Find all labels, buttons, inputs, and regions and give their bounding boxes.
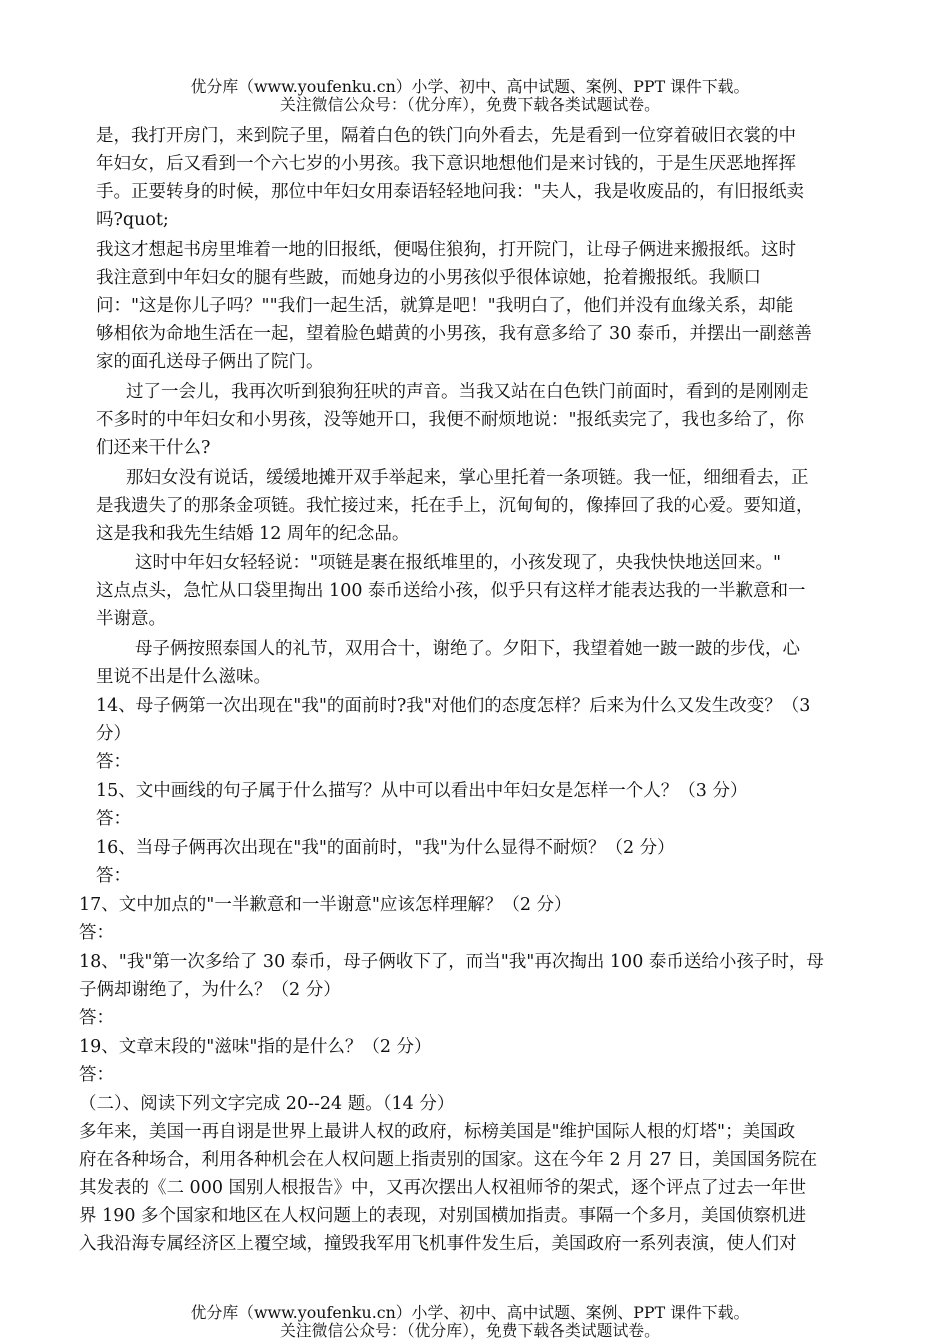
story-line: 吗?quot; xyxy=(96,210,169,230)
answer-label: 答： xyxy=(96,809,131,829)
story-line: 这是我和我先生结婚 12 周年的纪念品。 xyxy=(96,524,410,544)
section-2-line: 多年来，美国一再自诩是世界上最讲人权的政府，标榜美国是"维护国际人根的灯塔"；美国政 xyxy=(79,1122,796,1142)
header-line-1: 优分库（www.youfenku.cn）小学、初中、高中试题、案例、PPT 课件下载。 xyxy=(190,77,750,96)
header-line-2: 关注微信公众号：（优分库），免费下载各类试题试卷。 xyxy=(280,95,660,114)
page-footer xyxy=(0,1304,950,1340)
story-line: 问："这是你儿子吗？""我们一起生活，就算是吧！"我明白了，他们并没有血缘关系，却能 xyxy=(96,296,794,316)
answer-label: 答： xyxy=(96,752,131,772)
story-line: 半谢意。 xyxy=(96,609,166,629)
answer-label: 答： xyxy=(96,866,131,886)
story-line: 这时中年妇女轻轻说："项链是裹在报纸堆里的，小孩发现了，央我快快地送回来。" xyxy=(135,553,782,573)
story-line: 这点点头，急忙从口袋里掏出 100 泰币送给小孩，似乎只有这样才能表达我的一半歉意和一 xyxy=(96,581,806,601)
section-2-title: （二）、阅读下列文字完成 20--24 题。（14 分） xyxy=(79,1094,455,1114)
section-2-line: 府在各种场合，利用各种机会在人权问题上指责别的国家。这在今年 2 月 27 日，美国国务院在 xyxy=(79,1150,818,1170)
question-19: 19、文章末段的"滋味"指的是什么？（2 分） xyxy=(79,1037,432,1057)
section-2-line: 其发表的《二 000 国别人根报告》中，又再次摆出人权祖师爷的架式，逐个评点了过去一年世 xyxy=(79,1178,807,1198)
story-line: 够相依为命地生活在一起，望着脸色蜡黄的小男孩，我有意多给了 30 泰币，并摆出一副慈善 xyxy=(96,324,812,344)
footer-line-2: 关注微信公众号：（优分库），免费下载各类试题试卷。 xyxy=(280,1321,660,1340)
section-2-line: 界 190 多个国家和地区在人权问题上的表现，对别国横加指责。事隔一个多月，美国侦察机进 xyxy=(79,1206,807,1226)
answer-label: 答： xyxy=(79,1065,114,1085)
question-14-cont: 分） xyxy=(96,724,131,744)
question-14: 14、母子俩第一次出现在"我"的面前时?我"对他们的态度怎样？后来为什么又发生改变？（3 xyxy=(96,696,811,716)
story-line: 是我遗失了的那条金项链。我忙接过来，托在手上，沉甸甸的，像捧回了我的心爱。要知道， xyxy=(96,496,814,516)
story-line: 家的面孔送母子俩出了院门。 xyxy=(96,352,324,372)
story-line: 我注意到中年妇女的腿有些跛，而她身边的小男孩似乎很体谅她，抢着搬报纸。我顺口 xyxy=(96,268,761,288)
answer-label: 答： xyxy=(79,1008,114,1028)
story-line: 母子俩按照泰国人的礼节，双用合十，谢绝了。夕阳下，我望着她一跛一跛的步伐，心 xyxy=(135,639,800,659)
question-18: 18、"我"第一次多给了 30 泰币，母子俩收下了，而当"我"再次掏出 100 泰币送给小孩子时，母 xyxy=(79,952,824,972)
section-2-line: 入我沿海专属经济区上覆空域，撞毁我军用飞机事件发生后，美国政府一系列表演，使人们对 xyxy=(79,1234,797,1254)
question-18-cont: 子俩却谢绝了，为什么？（2 分） xyxy=(79,980,341,1000)
story-line: 过了一会儿，我再次听到狼狗狂吠的声音。当我又站在白色铁门前面时，看到的是刚刚走 xyxy=(126,382,809,402)
story-line: 不多时的中年妇女和小男孩，没等她开口，我便不耐烦地说："报纸卖完了，我也多给了，你 xyxy=(96,410,805,430)
story-line: 里说不出是什么滋味。 xyxy=(96,667,271,687)
answer-label: 答： xyxy=(79,923,114,943)
page-header xyxy=(0,78,950,114)
story-line: 是，我打开房门，来到院子里，隔着白色的铁门向外看去，先是看到一位穿着破旧衣裳的中 xyxy=(96,126,796,146)
question-16: 16、当母子俩再次出现在"我"的面前时，"我"为什么显得不耐烦？（2 分） xyxy=(96,838,675,858)
story-line: 那妇女没有说话，缓缓地摊开双手举起来，掌心里托着一条项链。我一怔，细细看去，正 xyxy=(126,468,809,488)
story-line: 们还来干什么? xyxy=(96,438,211,458)
story-line: 年妇女，后又看到一个六七岁的小男孩。我下意识地想他们是来讨钱的，于是生厌恶地挥挥 xyxy=(96,154,796,174)
question-17: 17、文中加点的"一半歉意和一半谢意"应该怎样理解？（2 分） xyxy=(79,895,572,915)
story-line: 我这才想起书房里堆着一地的旧报纸，便喝住狼狗，打开院门，让母子俩进来搬报纸。这时 xyxy=(96,240,796,260)
question-15: 15、文中画线的句子属于什么描写？从中可以看出中年妇女是怎样一个人？（3 分） xyxy=(96,781,748,801)
story-line: 手。正要转身的时候，那位中年妇女用泰语轻轻地问我："夫人，我是收废品的，有旧报纸卖 xyxy=(96,182,805,202)
footer-line-1: 优分库（www.youfenku.cn）小学、初中、高中试题、案例、PPT 课件下载。 xyxy=(190,1303,750,1322)
